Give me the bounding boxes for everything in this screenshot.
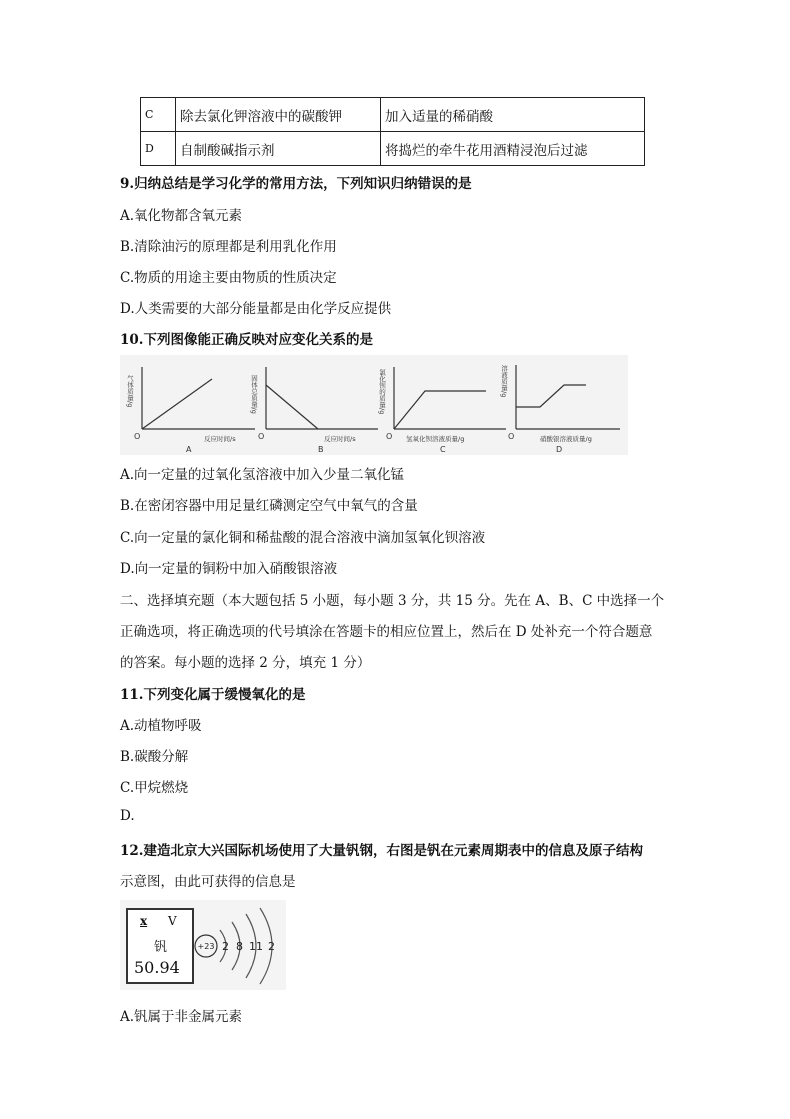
graph-d-curve [516, 385, 586, 407]
graph-b-ylabel: 固体总质量/g [250, 375, 258, 414]
question-12-option-a: A.钒属于非金属元素 [120, 1009, 243, 1025]
question-11-option-b: B.碳酸分解 [120, 749, 189, 765]
question-9-option-d: D.人类需要的大部分能量都是由化学反应提供 [120, 301, 392, 317]
graph-c-origin: O [386, 432, 393, 441]
shell-4-count: 2 [268, 940, 275, 953]
question-11-option-c: C.甲烷燃烧 [120, 780, 189, 796]
graph-c-ylabel: 氯化钡的质量/g [378, 369, 386, 415]
row-label: C [141, 98, 176, 132]
graph-c-tag: C [440, 445, 446, 454]
options-table [140, 97, 645, 166]
atomic-mass: 50.94 [134, 958, 180, 977]
question-9-option-c: C.物质的用途主要由物质的性质决定 [120, 270, 337, 286]
section-2-instructions-line-2: 正确选项，将正确选项的代号填涂在答题卡的相应位置上，然后在 D 处补充一个符合题意 [120, 624, 653, 640]
question-11-stem: 11.下列变化属于缓慢氧化的是 [120, 687, 306, 703]
graph-a-curve [142, 379, 212, 429]
graph-c-curve [394, 391, 486, 429]
question-9-option-a: A.氧化物都含氧元素 [120, 208, 243, 224]
graph-a-xlabel: 反应时间/s [204, 435, 236, 443]
question-10-option-b: B.在密闭容器中用足量红磷测定空气中氧气的含量 [120, 498, 418, 514]
table-row [141, 132, 645, 166]
graph-d-xlabel: 硝酸银溶液质量/g [540, 435, 592, 443]
graph-d-tag: D [556, 445, 563, 454]
graph-a-origin: O [134, 432, 141, 441]
question-10-option-d: D.向一定量的铜粉中加入硝酸银溶液 [120, 561, 338, 577]
question-9-option-b: B.清除油污的原理都是利用乳化作用 [120, 239, 337, 255]
row-label: D [141, 132, 176, 166]
section-2-instructions-line-3: 的答案。每小题的选择 2 分，填充 1 分） [120, 655, 371, 671]
question-9-stem: 9.归纳总结是学习化学的常用方法，下列知识归纳错误的是 [120, 176, 472, 192]
atomic-number: x [140, 914, 148, 928]
question-10-stem: 10.下列图像能正确反映对应变化关系的是 [120, 332, 373, 348]
row-item: 除去氯化钾溶液中的碳酸钾 [176, 98, 381, 132]
graph-b-origin: O [258, 432, 265, 441]
row-item: 自制酸碱指示剂 [176, 132, 381, 166]
graph-b-tag: B [318, 445, 324, 454]
periodic-cell [126, 908, 194, 984]
graph-a-ylabel: 气体质量/g [126, 375, 134, 408]
graph-b-xlabel: 反应时间/s [324, 435, 356, 443]
row-method: 加入适量的稀硝酸 [381, 98, 645, 132]
question-11-option-d: D. [120, 808, 135, 824]
question-10-option-c: C.向一定量的氯化铜和稀盐酸的混合溶液中滴加氢氧化钡溶液 [120, 530, 486, 546]
question-10-option-a: A.向一定量的过氧化氢溶液中加入少量二氧化锰 [120, 467, 405, 483]
shell-3-count: 11 [249, 940, 263, 953]
graph-a-tag: A [186, 445, 192, 454]
graph-c-xlabel: 氢氧化钡溶液质量/g [406, 435, 465, 443]
element-symbol: V [168, 914, 177, 928]
graph-b-curve [266, 385, 318, 429]
graph-d-origin: O [508, 432, 515, 441]
question-12-stem-line-1: 12.建造北京大兴国际机场使用了大量钒钢，右图是钒在元素周期表中的信息及原子结构 [120, 843, 643, 859]
shell-1-count: 2 [222, 940, 229, 953]
graph-d-ylabel: 溶液质量/g [500, 365, 508, 398]
element-name: 钒 [154, 940, 168, 955]
nucleus-charge: +23 [197, 942, 215, 951]
section-2-instructions-line-1: 二、选择填充题（本大题包括 5 小题，每小题 3 分，共 15 分。先在 A、B、C 中选择一个 [120, 593, 665, 609]
shell-2-count: 8 [236, 940, 243, 953]
atomic-structure-diagram [192, 900, 286, 990]
row-method: 将捣烂的牵牛花用酒精浸泡后过滤 [381, 132, 645, 166]
question-11-option-a: A.动植物呼吸 [120, 718, 202, 734]
graphs-figure [120, 355, 628, 455]
vanadium-figure [120, 900, 286, 990]
question-12-stem-line-2: 示意图，由此可获得的信息是 [120, 874, 296, 890]
table-row [141, 98, 645, 132]
graphs-svg [120, 355, 628, 455]
